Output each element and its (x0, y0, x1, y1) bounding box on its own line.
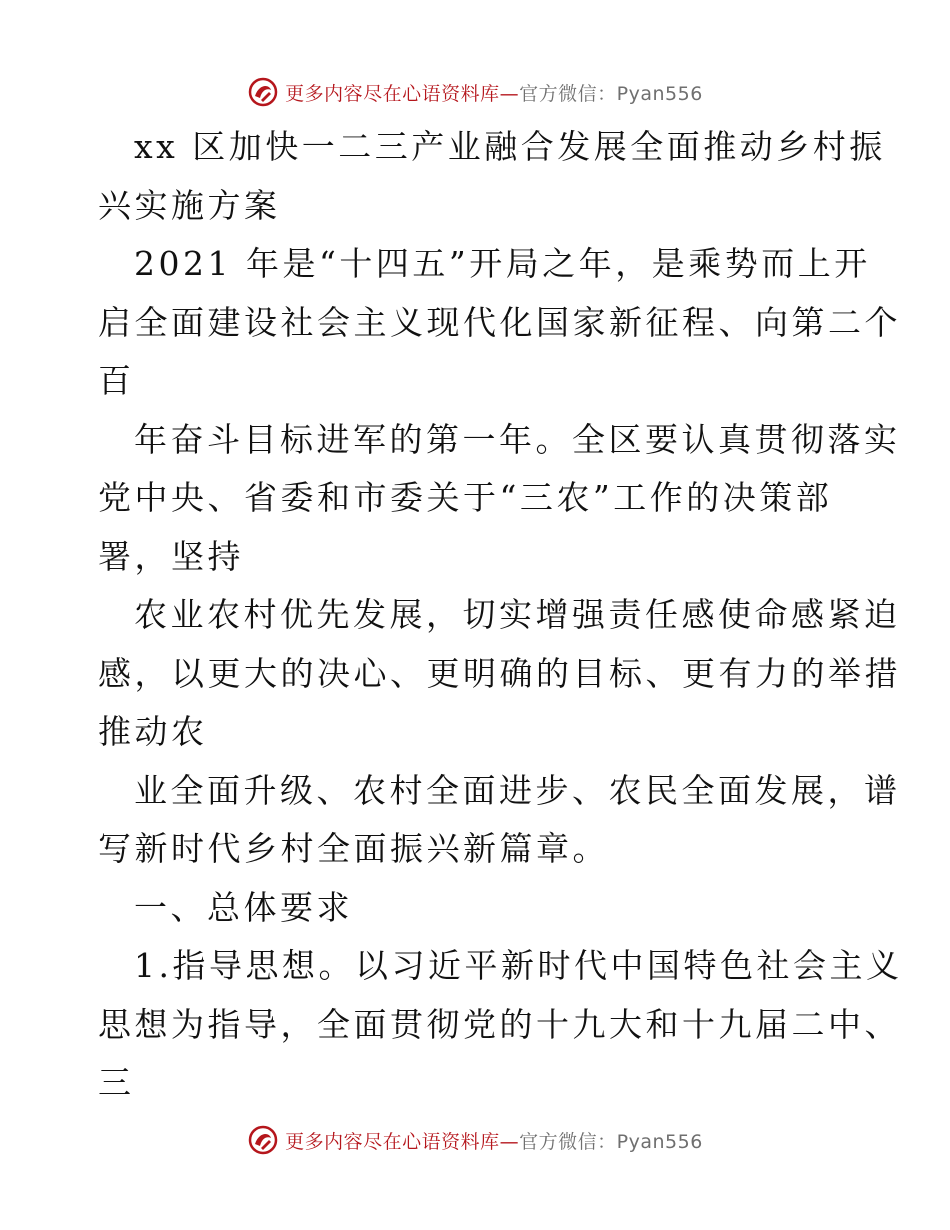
watermark-banner-bottom (0, 1120, 950, 1160)
paragraph-line: 百 (98, 361, 135, 400)
paragraph-line: 署，坚持 (98, 536, 244, 576)
red-swirl-logo-icon (247, 1124, 279, 1156)
paragraph-line: 三 (98, 1063, 135, 1102)
watermark-wechat-text: 官方微信：Pyan556 (519, 82, 703, 105)
paragraph-line: 农业农村优先发展，切实增强责任感使命感紧迫 (134, 595, 901, 634)
paragraph-line: 思想为指导，全面贯彻党的十九大和十九届二中、 (98, 1004, 901, 1044)
paragraph-line: 推动农 (98, 712, 208, 751)
paragraph-line: 年奋斗目标进军的第一年。全区要认真贯彻落实 (134, 419, 901, 459)
document-title-line-2: 兴实施方案 (98, 185, 281, 225)
watermark-text (285, 1127, 703, 1154)
document-body (98, 118, 903, 1113)
section-heading: 一、总体要求 (134, 887, 353, 927)
paragraph-line: 启全面建设社会主义现代化国家新征程、向第二个 (98, 302, 901, 342)
paragraph-line: 1.指导思想。以习近平新时代中国特色社会主义 (134, 946, 903, 985)
watermark-banner-top (0, 72, 950, 112)
paragraph-line: 感，以更大的决心、更明确的目标、更有力的举措 (98, 653, 901, 693)
paragraph-line: 2021 年是“十四五”开局之年，是乘势而上开 (134, 244, 871, 283)
watermark-main-text: 更多内容尽在心语资料库— (285, 1130, 520, 1153)
paragraph-line: 写新时代乡村全面振兴新篇章。 (98, 829, 609, 868)
document-title-line-1: xx 区加快一二三产业融合发展全面推动乡村振 (134, 127, 886, 166)
watermark-main-text: 更多内容尽在心语资料库— (285, 82, 520, 105)
paragraph-line: 业全面升级、农村全面进步、农民全面发展，谱 (134, 770, 901, 810)
paragraph-line: 党中央、省委和市委关于“三农”工作的决策部 (98, 478, 833, 517)
watermark-wechat-text: 官方微信：Pyan556 (519, 1130, 703, 1153)
watermark-text (285, 79, 703, 106)
red-swirl-logo-icon (247, 76, 279, 108)
